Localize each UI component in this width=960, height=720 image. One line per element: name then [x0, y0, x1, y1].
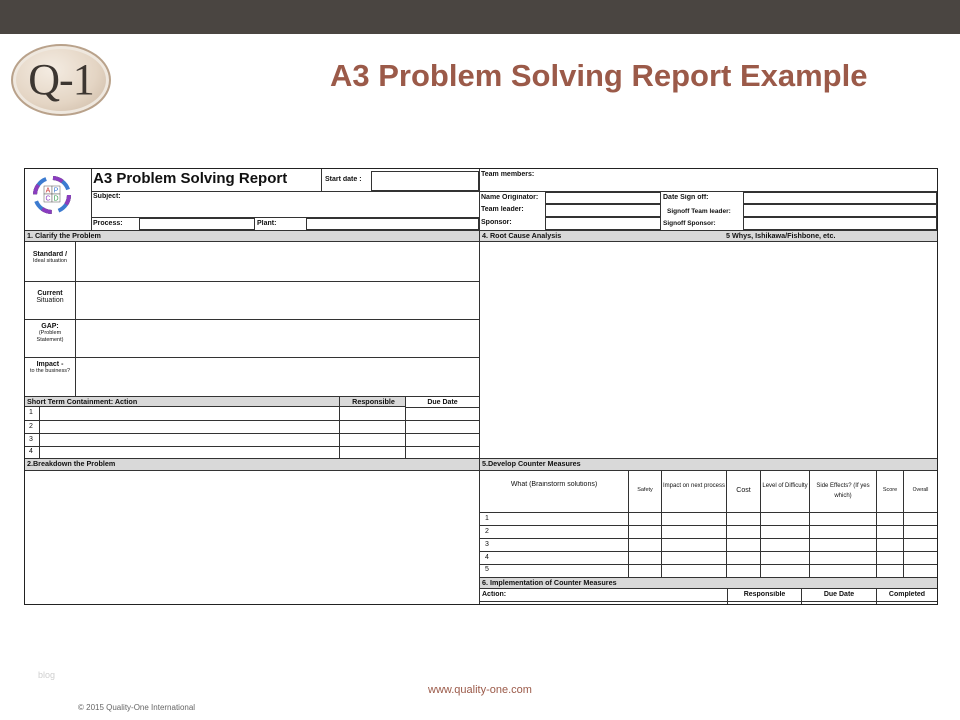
standard-main: Standard /: [32, 251, 68, 258]
cm-col-impact: Impact on next process: [662, 483, 726, 489]
form-title: A3 Problem Solving Report: [93, 170, 288, 187]
stc-row-3: 3: [29, 436, 33, 443]
logo-text: Q-1: [28, 55, 94, 104]
cm-col-safety: Safety: [637, 487, 653, 493]
standard-sub: Ideal situation: [33, 258, 67, 264]
signoff-team-leader-field[interactable]: [743, 204, 937, 217]
process-label: Process:: [93, 220, 123, 227]
page-title: A3 Problem Solving Report Example: [330, 58, 868, 93]
impl-action-label: Action:: [482, 591, 507, 598]
impl-completed-label: Completed: [888, 591, 926, 598]
team-leader-label: Team leader:: [481, 206, 524, 213]
name-originator-label: Name Originator:: [481, 194, 539, 201]
cm-row-5: 5: [485, 566, 489, 573]
gap-label: [25, 323, 75, 344]
pdca-d: D: [53, 195, 59, 203]
current-situation-label: [25, 290, 75, 304]
pdca-p: P: [53, 187, 59, 195]
signoff-sponsor-label: Signoff Sponsor:: [663, 220, 716, 227]
gap-main: GAP:: [41, 323, 59, 330]
plant-label: Plant:: [257, 220, 277, 227]
gap-sub: (Problem Statement): [36, 330, 64, 343]
impl-responsible-label: Responsible: [743, 591, 786, 598]
stc-row-2: 2: [29, 423, 33, 430]
stc-due-header: Due Date: [405, 396, 479, 408]
process-field[interactable]: [139, 218, 255, 230]
team-members-label: Team members:: [481, 171, 535, 178]
current-main: Current: [37, 290, 63, 297]
sponsor-label: Sponsor:: [481, 219, 512, 226]
impact-label: [25, 361, 75, 375]
start-date-label: Start date :: [325, 176, 362, 183]
section-breakdown: 2.Breakdown the Problem: [25, 458, 479, 471]
impact-main: Impact -: [36, 361, 64, 368]
root-cause-title: 4. Root Cause Analysis: [482, 231, 562, 240]
signoff-sponsor-field[interactable]: [743, 217, 937, 230]
cm-row-2: 2: [485, 528, 489, 535]
section-implementation: 6. Implementation of Counter Measures: [480, 577, 937, 589]
plant-field[interactable]: [306, 218, 479, 230]
blog-watermark: blog: [38, 670, 56, 680]
cm-col-overall: Overall: [912, 487, 929, 493]
pdca-cycle-icon: [31, 174, 73, 216]
date-sign-off-label: Date Sign off:: [663, 194, 709, 201]
cm-row-4: 4: [485, 554, 489, 561]
date-sign-off-field[interactable]: [743, 192, 937, 204]
stc-action-header: Short Term Containment: Action: [25, 396, 339, 407]
team-leader-field[interactable]: [545, 204, 661, 217]
stc-responsible-header: Responsible: [339, 396, 405, 407]
start-date-field[interactable]: [371, 171, 479, 191]
cm-row-1: 1: [485, 515, 489, 522]
stc-row-4: 4: [29, 448, 33, 455]
cm-col-cost: Cost: [736, 487, 751, 494]
cm-col-score: Score: [882, 487, 898, 493]
name-originator-field[interactable]: [545, 192, 661, 204]
cm-col-what: What (Brainstorm solutions): [510, 481, 598, 488]
q1-logo: [11, 44, 111, 116]
impact-sub: to the business?: [29, 368, 71, 374]
a3-report-form: [24, 168, 938, 605]
signoff-team-leader-label: Signoff Team leader:: [667, 208, 731, 215]
footer-url[interactable]: www.quality-one.com: [428, 684, 532, 696]
cm-row-3: 3: [485, 541, 489, 548]
section-root-cause: [480, 230, 937, 242]
pdca-a: A: [45, 187, 51, 195]
subject-label: Subject:: [93, 193, 121, 200]
copyright: © 2015 Quality-One International: [78, 703, 196, 712]
section-counter-measures: 5.Develop Counter Measures: [480, 458, 937, 471]
impl-due-label: Due Date: [823, 591, 855, 598]
cm-col-difficulty: Level of Difficulty: [762, 483, 808, 489]
sponsor-field[interactable]: [545, 217, 661, 230]
current-sub: Situation: [36, 297, 64, 304]
standard-label: [25, 251, 75, 264]
stc-row-1: 1: [29, 409, 33, 416]
section-clarify-problem: 1. Clarify the Problem: [25, 230, 479, 242]
pdca-c: C: [45, 195, 51, 203]
root-cause-note: 5 Whys, Ishikawa/Fishbone, etc.: [726, 231, 836, 240]
top-bar: [0, 0, 960, 34]
cm-col-side-effects: Side Effects? (If yes which): [816, 483, 870, 499]
